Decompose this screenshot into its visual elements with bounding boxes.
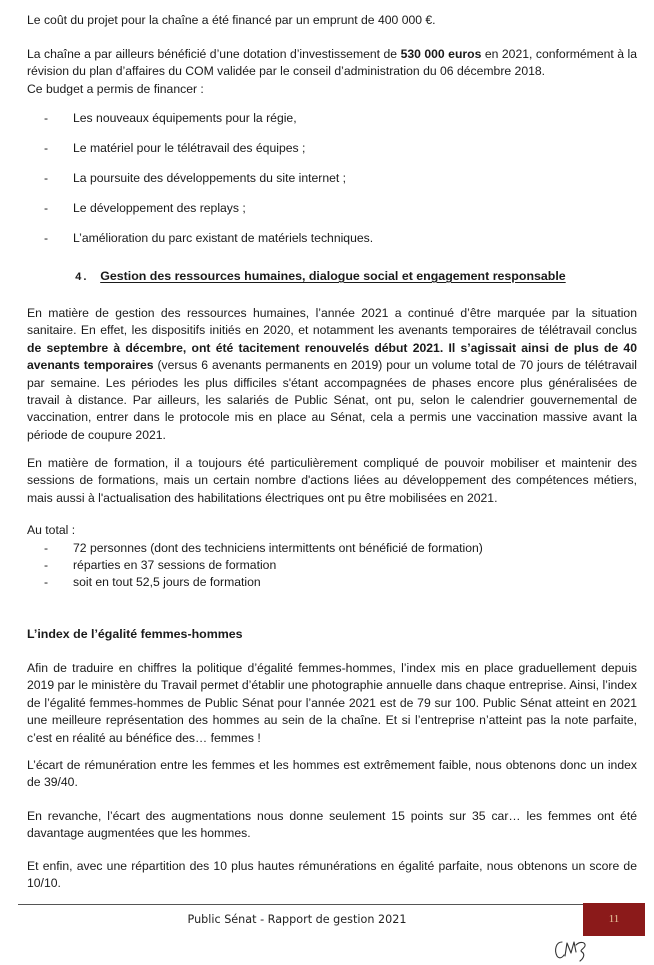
paragraph-training <box>27 455 637 507</box>
bold-amount: 530 000 euros <box>400 47 482 61</box>
label-text: Au total : <box>27 523 76 537</box>
section-title: Gestion des ressources humaines, dialogue social et engagement responsable <box>100 269 566 283</box>
paragraph-text: En matière de formation, il a toujours été particulièrement compliqué de pouvoir mobiliser et maintenir des sessions de formations, mais un certain nombre d'actions liées au développement des compétences métiers, mais aussi à l'actualisation des habilitations électriques ont pu être mobilisées en 2021. <box>27 456 637 505</box>
section-number: 4. <box>75 272 89 284</box>
paragraph-equality-index <box>27 660 637 747</box>
equality-heading: L’index de l’égalité femmes-hommes <box>27 627 243 641</box>
dash-bullet-icon: - <box>44 541 49 555</box>
section-heading <box>75 268 566 287</box>
list-item-text: La poursuite des développements du site internet ; <box>73 171 347 185</box>
paragraph-text: L’écart de rémunération entre les femmes et les hommes est extrêmement faible, nous obtenons donc un index de 39/40. <box>27 758 637 790</box>
paragraph-raises <box>27 808 637 843</box>
paragraph-text: (versus 6 avenants permanents en 2019) pour un volume total de 70 jours de télétravail par semaine. Les périodes les plus difficiles s'étant accompagnées de phases encore plus généralisées de travail à distance. Par ailleurs, les salariés de Public Sénat, ont pu, selon le calendrier gouvernemental de vaccination, entrer dans le protocole mis en place au Sénat, cela a permis une vaccination massive avant la période de coupure 2021. <box>27 358 638 442</box>
list-item-text: Le développement des replays ; <box>73 201 246 215</box>
paragraph-budget-intro <box>27 81 637 98</box>
dash-bullet-icon: - <box>44 171 49 185</box>
list-item-text: soit en tout 52,5 jours de formation <box>73 575 261 589</box>
bold-text: de septembre à décembre, ont été tacitement renouvelés début 2021. Il s’agissait ainsi de plus de 40 avenants temporaires <box>27 340 637 373</box>
dash-bullet-icon: - <box>44 575 49 589</box>
list-item-text: Le matériel pour le télétravail des équipes ; <box>73 141 306 155</box>
total-label <box>27 522 637 539</box>
paragraph-text: La chaîne a par ailleurs bénéficié d’une dotation d’investissement de <box>27 47 401 61</box>
page-number-badge: 11 <box>583 903 645 936</box>
paragraph-pay-gap <box>27 757 637 792</box>
dash-bullet-icon: - <box>44 231 49 245</box>
paragraph-loan <box>27 12 637 29</box>
paragraph-text: Ce budget a permis de financer : <box>27 82 204 96</box>
paragraph-text: en 2021, conformément à la révision du plan d’affaires du COM validée par le conseil d’administration du 06 décembre 2018. <box>27 47 637 79</box>
footer-divider <box>18 904 588 905</box>
dash-bullet-icon: - <box>44 558 49 572</box>
paragraph-text: En matière de gestion des ressources humaines, l’année 2021 a continué d’être marquée par la situation sanitaire. En effet, les dispositifs initiés en 2020, et notamment les avenants temporaires de télétravail conclus <box>27 306 637 338</box>
paragraph-top-salaries <box>27 858 637 893</box>
footer-title: Public Sénat - Rapport de gestion 2021 <box>187 913 407 926</box>
paragraph-text: Afin de traduire en chiffres la politique d’égalité femmes-hommes, l’index mis en place graduellement depuis 2019 par le ministère du Travail permet d’établir une photographie annuelle dans chaque entreprise. Ainsi, l’index de l’égalité femmes-hommes de Public Sénat pour l’année 2021 est de 79 sur 100. Public Sénat atteint en 2021 une meilleure représentation des hommes au sein de la chaîne. Et si l’entreprise n’atteint pas la note parfaite, c’est en réalité au bénéfice des… femmes ! <box>27 661 637 745</box>
paragraph-hr <box>27 305 637 444</box>
dash-bullet-icon: - <box>44 201 49 215</box>
paragraph-text: Et enfin, avec une répartition des 10 plus hautes rémunérations en égalité parfaite, nous obtenons un score de 10/10. <box>27 859 637 891</box>
dash-bullet-icon: - <box>44 141 49 155</box>
list-item-text: réparties en 37 sessions de formation <box>73 558 277 572</box>
dash-bullet-icon: - <box>44 111 49 125</box>
paragraph-text: Le coût du projet pour la chaîne a été financé par un emprunt de 400 000 €. <box>27 13 436 27</box>
signature-initials-icon <box>552 936 594 962</box>
list-item-text: 72 personnes (dont des techniciens intermittents ont bénéficié de formation) <box>73 541 483 555</box>
list-item-text: L’amélioration du parc existant de matériels techniques. <box>73 231 374 245</box>
list-item-text: Les nouveaux équipements pour la régie, <box>73 111 297 125</box>
paragraph-text: En revanche, l’écart des augmentations nous donne seulement 15 points sur 35 car… les femmes ont été davantage augmentées que les hommes. <box>27 809 637 841</box>
paragraph-investment <box>27 46 637 81</box>
